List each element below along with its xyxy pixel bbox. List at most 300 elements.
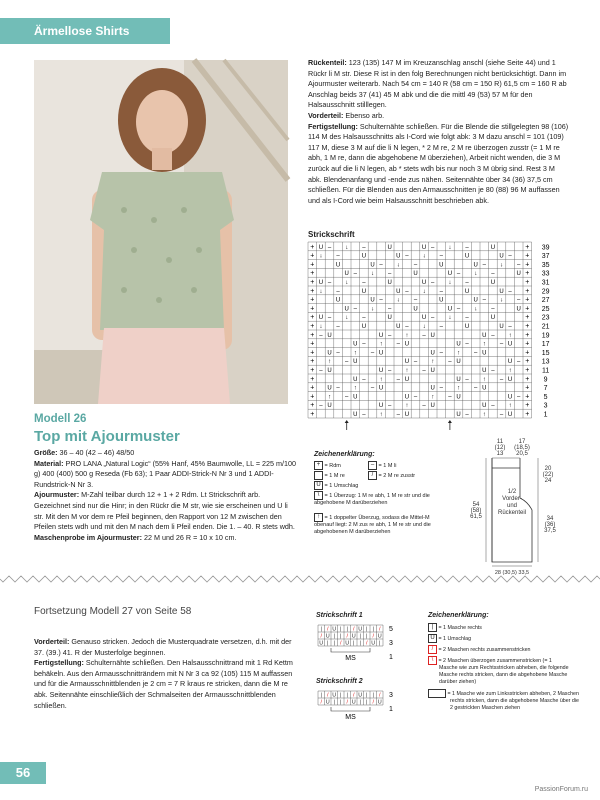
chart-stitch-symbol: U: [499, 288, 504, 295]
chart-stitch-symbol: ↓: [396, 262, 400, 269]
small-chart-stitch: |: [359, 633, 361, 640]
small-chart-stitch: U: [358, 626, 363, 633]
chart-stitch-symbol: U: [464, 288, 470, 295]
chart-stitch-symbol: –: [345, 359, 349, 366]
legend-item-li: – = 1 M li: [368, 461, 396, 470]
chart-stitch-symbol: U: [456, 341, 461, 348]
chart-stitch-symbol: –: [465, 412, 469, 418]
small-chart-stitch: |: [366, 699, 368, 706]
chart-stitch-symbol: U: [353, 341, 358, 348]
schematic-right-top-3: 24: [544, 478, 552, 484]
chart-stitch-symbol: U: [378, 332, 384, 339]
chart-stitch-symbol: U: [361, 288, 367, 295]
chart-stitch-symbol: –: [413, 359, 418, 366]
model-description: [34, 448, 296, 543]
chart-stitch-symbol: U: [490, 244, 496, 251]
chart-stitch-symbol: U: [499, 253, 504, 260]
small-chart-stitch: /: [346, 633, 349, 640]
finishing-paragraph: Fertigstellung: Schulternähte schließen. Für die Blende die stillgelegten 98 (106) 114 M des Halsausschnitts als I-Cord wie folgt abk: 3 M dazu anschl = 101 (109) 117 M, diese 3 M auf die li N legen, * 2 M re, 2 M re überzogen zusstr (= 1 M re abh, 1 M re, dann die abgehobene M überziehen), Arbeit nicht wenden, die 3 M zurück auf die li N legen, ab * stets wdh bis nur noch 3 M übrig sind. Rest 3 M abk. Blendenanfang und -ende zus nähen. Seitennähte über 34 (36) 37,5 cm schließen. Für die Blenden aus den Armausschnitten je 80 (88) 96 M auffassen und als I-Cord wie beim Halsausschnitt beschrieben abk.: [308, 121, 569, 205]
chart-stitch-symbol: ↓: [422, 288, 426, 295]
schematic-top-right-3: 20,5: [516, 451, 528, 457]
chart-stitch-symbol: ↑: [353, 350, 357, 357]
chart-edge-stitch: +: [525, 358, 530, 366]
small-chart-stitch: /: [326, 626, 329, 633]
chart-repeat-arrowhead: [345, 420, 349, 423]
chart-row-label: 9: [543, 376, 548, 384]
chart-stitch-symbol: ↑: [431, 394, 435, 401]
small-chart-stitch: |: [353, 640, 355, 647]
chart-stitch-symbol: –: [362, 376, 366, 383]
small-chart-stitch: |: [372, 692, 374, 699]
chart-stitch-symbol: U: [447, 271, 453, 278]
schematic-left-1: 54: [472, 502, 480, 508]
chart-stitch-symbol: –: [439, 385, 443, 392]
chart-stitch-symbol: –: [327, 280, 332, 286]
chart-row-label: 3: [543, 402, 548, 410]
small-chart-stitch: |: [320, 626, 322, 633]
small-chart-row-label: 5: [389, 626, 393, 633]
chart-stitch-symbol: –: [413, 262, 418, 269]
schematic-right-bottom-1: 34: [546, 516, 554, 522]
chart-stitch-symbol: U: [516, 271, 521, 278]
chart-stitch-symbol: ↓: [474, 271, 478, 278]
chart-edge-stitch: +: [525, 252, 530, 260]
chart-stitch-symbol: –: [388, 368, 392, 374]
chart-stitch-symbol: –: [491, 271, 495, 278]
chart-stitch-symbol: ↓: [319, 324, 323, 330]
chart-stitch-symbol: –: [379, 297, 383, 304]
legend-2-item-ueberzogen: \ = 2 Maschen überzogen zusammenstricken (= 1 Masche wie zum Rechtsstricken abheben, die folgende Masche rechts stricken, dann die abgehobene Masche darüber ziehen): [428, 656, 569, 686]
chart-stitch-symbol: –: [362, 341, 366, 348]
chart-stitch-symbol: –: [474, 385, 478, 392]
small-chart-stitch: /: [352, 692, 355, 699]
model-title: Top mit Ajourmuster: [34, 428, 180, 445]
chart-row-label: 1: [543, 411, 548, 419]
model-number: Modell 26: [34, 413, 87, 425]
repeat-bracket: [331, 648, 370, 652]
chart-stitch-symbol: ↑: [405, 368, 409, 374]
chart-row-label: 17: [541, 341, 550, 349]
chart-edge-stitch: +: [525, 349, 530, 357]
chart-stitch-symbol: U: [370, 297, 375, 304]
chart-stitch-symbol: –: [319, 368, 323, 374]
chart-edge-stitch: +: [525, 367, 530, 374]
schematic-top-right-1: 17: [518, 439, 526, 445]
schematic-center-4: Rückenteil: [497, 510, 527, 516]
chart-stitch-symbol: –: [508, 253, 512, 260]
chart-edge-stitch: +: [525, 287, 530, 295]
chart-row-label: 37: [541, 253, 550, 261]
chart-stitch-symbol: –: [327, 315, 332, 322]
chart-stitch-symbol: U: [482, 385, 487, 392]
chart-stitch-symbol: –: [491, 368, 495, 374]
page-number: 56: [0, 762, 46, 784]
chart-stitch-symbol: U: [396, 253, 401, 260]
schematic-left-2: (58): [470, 508, 482, 514]
chart-stitch-symbol: U: [482, 350, 487, 357]
chart-stitch-symbol: –: [388, 306, 392, 313]
chart-edge-stitch: +: [310, 270, 315, 278]
chart-row-label: 27: [541, 297, 550, 305]
chart-stitch-symbol: –: [465, 315, 469, 322]
chart-stitch-symbol: U: [421, 280, 427, 286]
continuation-text: [34, 637, 296, 711]
chart-stitch-symbol: –: [456, 271, 461, 278]
chart-stitch-symbol: –: [456, 306, 461, 313]
chart-stitch-symbol: ↓: [448, 315, 452, 322]
chart-stitch-symbol: –: [396, 376, 400, 383]
chart-stitch-symbol: ↑: [508, 403, 512, 410]
chart-stitch-symbol: ↓: [422, 253, 426, 260]
chart-stitch-symbol: U: [327, 350, 332, 357]
chart-edge-stitch: +: [310, 331, 315, 339]
chart-edge-stitch: +: [525, 323, 530, 330]
small-chart-stitch: |: [340, 626, 342, 633]
chart-stitch-symbol: ↑: [405, 332, 409, 339]
chart-edge-stitch: +: [310, 375, 315, 383]
chart-edge-stitch: +: [310, 261, 315, 269]
chart-stitch-symbol: U: [361, 324, 367, 330]
chart-stitch-symbol: ↓: [371, 306, 374, 313]
small-chart-stitch: U: [325, 633, 330, 640]
chart-edge-stitch: +: [525, 279, 530, 286]
chart-stitch-symbol: U: [353, 376, 358, 383]
instructions: [308, 58, 570, 206]
chart-stitch-symbol: U: [396, 324, 401, 330]
chart-stitch-symbol: U: [335, 297, 341, 304]
chart-stitch-symbol: ↓: [345, 244, 349, 251]
chart-stitch-symbol: U: [507, 412, 513, 418]
chart-stitch-symbol: U: [456, 412, 461, 418]
chart-stitch-symbol: ↑: [328, 394, 331, 401]
chart-stitch-symbol: ↑: [379, 376, 383, 383]
chart-stitch-symbol: ↑: [405, 403, 409, 410]
schematic-right-bottom-2: (36): [544, 522, 556, 528]
chart-edge-stitch: +: [310, 358, 315, 366]
section-title: Ärmellose Shirts: [34, 24, 130, 38]
chart-edge-stitch: +: [310, 296, 315, 304]
schematic-bottom: 28 (30,5) 33,5: [494, 570, 530, 576]
small-chart-stitch: |: [359, 699, 361, 706]
legend-title: Zeichenerklärung:: [314, 451, 375, 458]
chart-stitch-symbol: U: [516, 306, 521, 313]
chart-edge-stitch: +: [310, 367, 315, 374]
small-chart-stitch: U: [332, 626, 337, 633]
chart-stitch-symbol: –: [353, 271, 357, 278]
chart-stitch-symbol: U: [490, 280, 496, 286]
small-chart-stitch: |: [333, 633, 335, 640]
chart-stitch-symbol: U: [353, 412, 358, 418]
chart-row-label: 39: [541, 244, 550, 252]
cont-finishing-paragraph: Fertigstellung: Schulternähte schließen. Den Halsausschnittrand mit 1 Rd Kettm behäkeln. Aus den Armausschnitträndern mit N Nr 3 ca 92 (105) 115 M auffassen und für die Armausschnittblenden je 2 cm = 7 R kraus re stricken, dann die M re abk. Seitennähte einschließlich der Schmalseiten der Armausschnittblenden schließen.: [34, 658, 293, 710]
chart-stitch-symbol: ↓: [448, 280, 452, 286]
chart-stitch-symbol: –: [413, 297, 418, 304]
chart-row-label: 25: [541, 305, 550, 313]
chart-stitch-symbol: –: [448, 394, 452, 401]
small-chart-stitch: U: [377, 699, 382, 706]
legend-item-zusstr: / = 2 M re zusstr: [368, 471, 415, 480]
small-chart-stitch: /: [320, 699, 323, 706]
chart-stitch-symbol: –: [422, 368, 426, 374]
chart-stitch-symbol: U: [387, 244, 392, 251]
chart-stitch-symbol: –: [499, 412, 504, 418]
legend-2-item-re: | = 1 Masche rechts: [428, 623, 578, 632]
stitch-chart: [306, 240, 576, 440]
chart-edge-stitch: +: [525, 402, 530, 410]
chart-stitch-symbol: U: [353, 359, 358, 366]
small-chart-row-label: 1: [389, 654, 393, 661]
chart-row-label: 35: [541, 261, 550, 269]
chart-edge-stitch: +: [525, 411, 530, 418]
chart-stitch-symbol: ↓: [474, 306, 478, 313]
schematic-center-1: 1/2: [507, 489, 517, 495]
chart-stitch-symbol: –: [465, 280, 469, 286]
repeat-label: MS: [345, 714, 356, 721]
small-chart-stitch: |: [366, 626, 368, 633]
chart-stitch-symbol: ↑: [353, 385, 357, 392]
small-chart-stitch: /: [365, 640, 368, 647]
chart-edge-stitch: +: [525, 243, 530, 251]
chart-edge-stitch: +: [310, 279, 315, 286]
chart-stitch-symbol: U: [507, 359, 513, 366]
chart-stitch-symbol: –: [336, 288, 340, 295]
small-chart-stitch: /: [352, 626, 355, 633]
chart-stitch-symbol: U: [430, 368, 435, 374]
chart-row-label: 19: [541, 332, 550, 340]
schematic-left-3: 61,5: [470, 514, 482, 520]
chart-stitch-symbol: –: [405, 288, 409, 295]
chart-stitch-symbol: U: [344, 306, 349, 313]
chart-stitch-symbol: –: [439, 324, 443, 330]
chart-stitch-symbol: U: [353, 394, 358, 401]
section-header: [0, 18, 170, 44]
chart-stitch-symbol: –: [431, 315, 435, 322]
chart-stitch-symbol: U: [482, 332, 487, 339]
chart-stitch-symbol: –: [431, 244, 435, 251]
chart-stitch-symbol: U: [456, 394, 461, 401]
chart-stitch-symbol: U: [473, 262, 478, 269]
chart-edge-stitch: +: [525, 384, 530, 392]
chart-stitch-symbol: ↓: [422, 324, 426, 330]
chart-stitch-symbol: –: [465, 244, 469, 251]
chart-stitch-symbol: U: [370, 262, 375, 269]
small-chart-stitch: |: [366, 692, 368, 699]
material-paragraph: Material: PRO LANA „Natural Logic“ (55% Hanf, 45% Baumwolle, LL = 225 m/100 g) 400 (400) 500 g Reseda (Fb 63); 1 Paar ADDI-Strick-N Nr 3 und 1 ADDI-Rundstrick-N Nr 3.: [34, 458, 297, 489]
continuation-title: Fortsetzung Modell 27 von Seite 58: [34, 606, 192, 617]
repeat-bracket: [331, 707, 370, 711]
chart-stitch-symbol: U: [430, 403, 435, 410]
small-chart-stitch: U: [377, 633, 382, 640]
chart-row-label: 23: [541, 314, 550, 322]
legend-item-re: = 1 M re: [314, 471, 345, 480]
small-chart-stitch: |: [340, 692, 342, 699]
chart-stitch-symbol: U: [464, 253, 470, 260]
chart-stitch-symbol: –: [491, 403, 495, 410]
chart-stitch-symbol: U: [387, 315, 392, 322]
small-chart-stitch: /: [378, 692, 381, 699]
chart-stitch-symbol: –: [336, 324, 340, 330]
chart-stitch-symbol: –: [370, 385, 375, 392]
chart-stitch-symbol: U: [499, 324, 504, 330]
chart-stitch-symbol: ↓: [345, 280, 349, 286]
chart-stitch-symbol: U: [447, 306, 453, 313]
small-chart-stitch: |: [340, 633, 342, 640]
small-chart-stitch: U: [332, 692, 337, 699]
chart-stitch-symbol: –: [405, 253, 409, 260]
chart-repeat-arrowhead: [448, 420, 452, 423]
schematic-right-top-2: (22): [542, 472, 554, 478]
legend-2-item-umschlag: U = 1 Umschlag: [428, 634, 578, 643]
chart-stitch-symbol: U: [482, 403, 487, 410]
chart-row-label: 33: [541, 270, 550, 278]
chart-stitch-symbol: –: [482, 262, 486, 269]
chart-stitch-symbol: U: [318, 315, 324, 322]
chart-edge-stitch: +: [525, 393, 530, 401]
legend-2-item-zusstr: / = 2 Maschen rechts zusammenstricken: [428, 645, 578, 654]
chart-stitch-symbol: –: [491, 332, 495, 339]
chart-edge-stitch: +: [310, 411, 315, 418]
chart-edge-stitch: +: [525, 375, 530, 383]
small-chart-1-title: Strickschrift 1: [316, 612, 363, 619]
chart-stitch-symbol: U: [361, 253, 367, 260]
chart-edge-stitch: +: [525, 331, 530, 339]
chart-stitch-symbol: U: [327, 332, 332, 339]
zigzag-divider: [0, 574, 600, 584]
size-paragraph: Größe: 36 – 40 (42 – 46) 48/50: [34, 448, 135, 457]
chart-stitch-symbol: U: [378, 385, 384, 392]
front-paragraph: Vorderteil: Ebenso arb.: [308, 110, 385, 120]
chart-row-label: 5: [543, 393, 548, 401]
chart-stitch-symbol: ↑: [482, 341, 486, 348]
chart-stitch-symbol: –: [345, 394, 349, 401]
small-chart-2: [316, 689, 416, 725]
chart-row-label: 11: [541, 367, 550, 375]
chart-stitch-symbol: ↓: [371, 271, 374, 278]
chart-stitch-symbol: –: [431, 280, 435, 286]
chart-stitch-symbol: –: [336, 385, 340, 392]
chart-stitch-symbol: U: [413, 271, 418, 278]
small-chart-2-title: Strickschrift 2: [316, 678, 363, 685]
chart-stitch-symbol: ↓: [500, 262, 503, 269]
chart-edge-stitch: +: [525, 340, 530, 348]
chart-stitch-symbol: ↑: [508, 332, 512, 339]
chart-row-label: 31: [541, 279, 550, 287]
chart-edge-stitch: +: [310, 402, 315, 410]
chart-stitch-symbol: U: [318, 244, 324, 251]
legend-2: [428, 612, 578, 763]
small-chart-row-label: 1: [389, 706, 393, 713]
schematic-top-left-3: 13: [496, 451, 504, 457]
chart-stitch-symbol: –: [362, 244, 366, 251]
watermark: PassionForum.ru: [534, 786, 588, 793]
chart-stitch-symbol: U: [507, 394, 513, 401]
chart-stitch-symbol: U: [430, 385, 435, 392]
chart-stitch-symbol: U: [378, 403, 384, 410]
chart-stitch-symbol: –: [517, 359, 521, 366]
chart-stitch-symbol: U: [456, 359, 461, 366]
chart-row-label: 29: [541, 288, 550, 296]
chart-stitch-symbol: U: [490, 315, 496, 322]
chart-stitch-symbol: –: [422, 332, 426, 339]
chart-stitch-symbol: –: [439, 253, 443, 260]
chart-row-label: 7: [543, 385, 548, 393]
small-chart-stitch: |: [346, 692, 348, 699]
chart-stitch-symbol: –: [362, 315, 366, 322]
chart-stitch-symbol: ↑: [431, 359, 435, 366]
chart-stitch-symbol: U: [404, 412, 410, 418]
chart-edge-stitch: +: [310, 305, 315, 313]
gauge-paragraph: Maschenprobe im Ajourmuster: 22 M und 26 R = 10 x 10 cm.: [34, 532, 237, 542]
chart-title: Strickschrift: [308, 230, 355, 239]
chart-stitch-symbol: U: [430, 332, 435, 339]
chart-stitch-symbol: –: [499, 341, 504, 348]
chart-stitch-symbol: U: [473, 297, 478, 304]
chart-edge-stitch: +: [310, 314, 315, 322]
chart-stitch-symbol: –: [508, 324, 512, 330]
chart-stitch-symbol: U: [430, 350, 435, 357]
chart-stitch-symbol: –: [405, 324, 409, 330]
chart-edge-stitch: +: [525, 270, 530, 278]
size-schematic: [432, 438, 582, 576]
chart-stitch-symbol: –: [499, 376, 504, 383]
small-chart-stitch: |: [346, 626, 348, 633]
chart-edge-stitch: +: [310, 340, 315, 348]
chart-stitch-symbol: –: [362, 412, 366, 418]
chart-edge-stitch: +: [525, 261, 530, 269]
chart-stitch-symbol: ↑: [457, 350, 460, 357]
small-chart-stitch: |: [340, 699, 342, 706]
chart-stitch-symbol: ↑: [379, 412, 383, 418]
small-chart-stitch: U: [345, 640, 350, 647]
chart-stitch-symbol: U: [378, 368, 384, 374]
small-chart-stitch: /: [378, 626, 381, 633]
schematic-top-left-2: (12): [494, 445, 506, 451]
small-chart-row-label: 3: [389, 692, 393, 699]
chart-stitch-symbol: U: [404, 376, 410, 383]
chart-edge-stitch: +: [310, 243, 315, 251]
chart-stitch-symbol: –: [439, 288, 443, 295]
chart-stitch-symbol: U: [439, 297, 444, 304]
small-chart-stitch: |: [320, 692, 322, 699]
model-photo: [34, 60, 288, 404]
chart-stitch-symbol: –: [439, 350, 443, 357]
legend-item-rdm: + = Rdm: [314, 461, 341, 470]
schematic-top-right-2: (18,5): [514, 445, 530, 451]
chart-stitch-symbol: ↑: [379, 341, 383, 348]
chart-stitch-symbol: ↓: [319, 253, 323, 260]
chart-stitch-symbol: –: [465, 376, 469, 383]
chart-stitch-symbol: –: [396, 412, 400, 418]
chart-stitch-symbol: ↓: [500, 297, 503, 304]
chart-stitch-symbol: –: [517, 297, 521, 304]
small-chart-stitch: |: [372, 626, 374, 633]
chart-stitch-symbol: –: [336, 253, 340, 260]
small-chart-stitch: /: [346, 699, 349, 706]
chart-stitch-symbol: –: [508, 288, 512, 295]
legend-2-item-abheben: = 1 Masche wie zum Linksstricken abheben, 2 Maschen rechts stricken, dann die abgehobene Masche über die 2 gestrickten Maschen ziehen: [428, 689, 580, 712]
chart-stitch-symbol: ↑: [328, 359, 331, 366]
chart-stitch-symbol: U: [464, 324, 470, 330]
schematic-right-bottom-3: 37,5: [544, 528, 556, 534]
chart-stitch-symbol: U: [404, 359, 410, 366]
legend-2-title: Zeichenerklärung:: [428, 612, 489, 619]
chart-stitch-symbol: U: [327, 403, 332, 410]
pattern-paragraph: Ajourmuster: M-Zahl teilbar durch 12 + 1 + 2 Rdm. Lt Strickschrift arb. Gezeichnet sind nur die Hinr; in den Rückr die M str, wie sie erscheinen und U li str. Mit den M vor dem re Pfeil beginnen, den Rapport von 12 M zwischen den Pfeilen stets wdh und mit den M nach dem li Pfeil enden. Die 1. – 40. R stets wdh.: [34, 490, 295, 532]
schematic-center-2: Vorder-: [502, 496, 522, 502]
small-chart-stitch: |: [359, 640, 361, 647]
chart-edge-stitch: +: [310, 287, 315, 295]
chart-stitch-symbol: –: [388, 332, 392, 339]
